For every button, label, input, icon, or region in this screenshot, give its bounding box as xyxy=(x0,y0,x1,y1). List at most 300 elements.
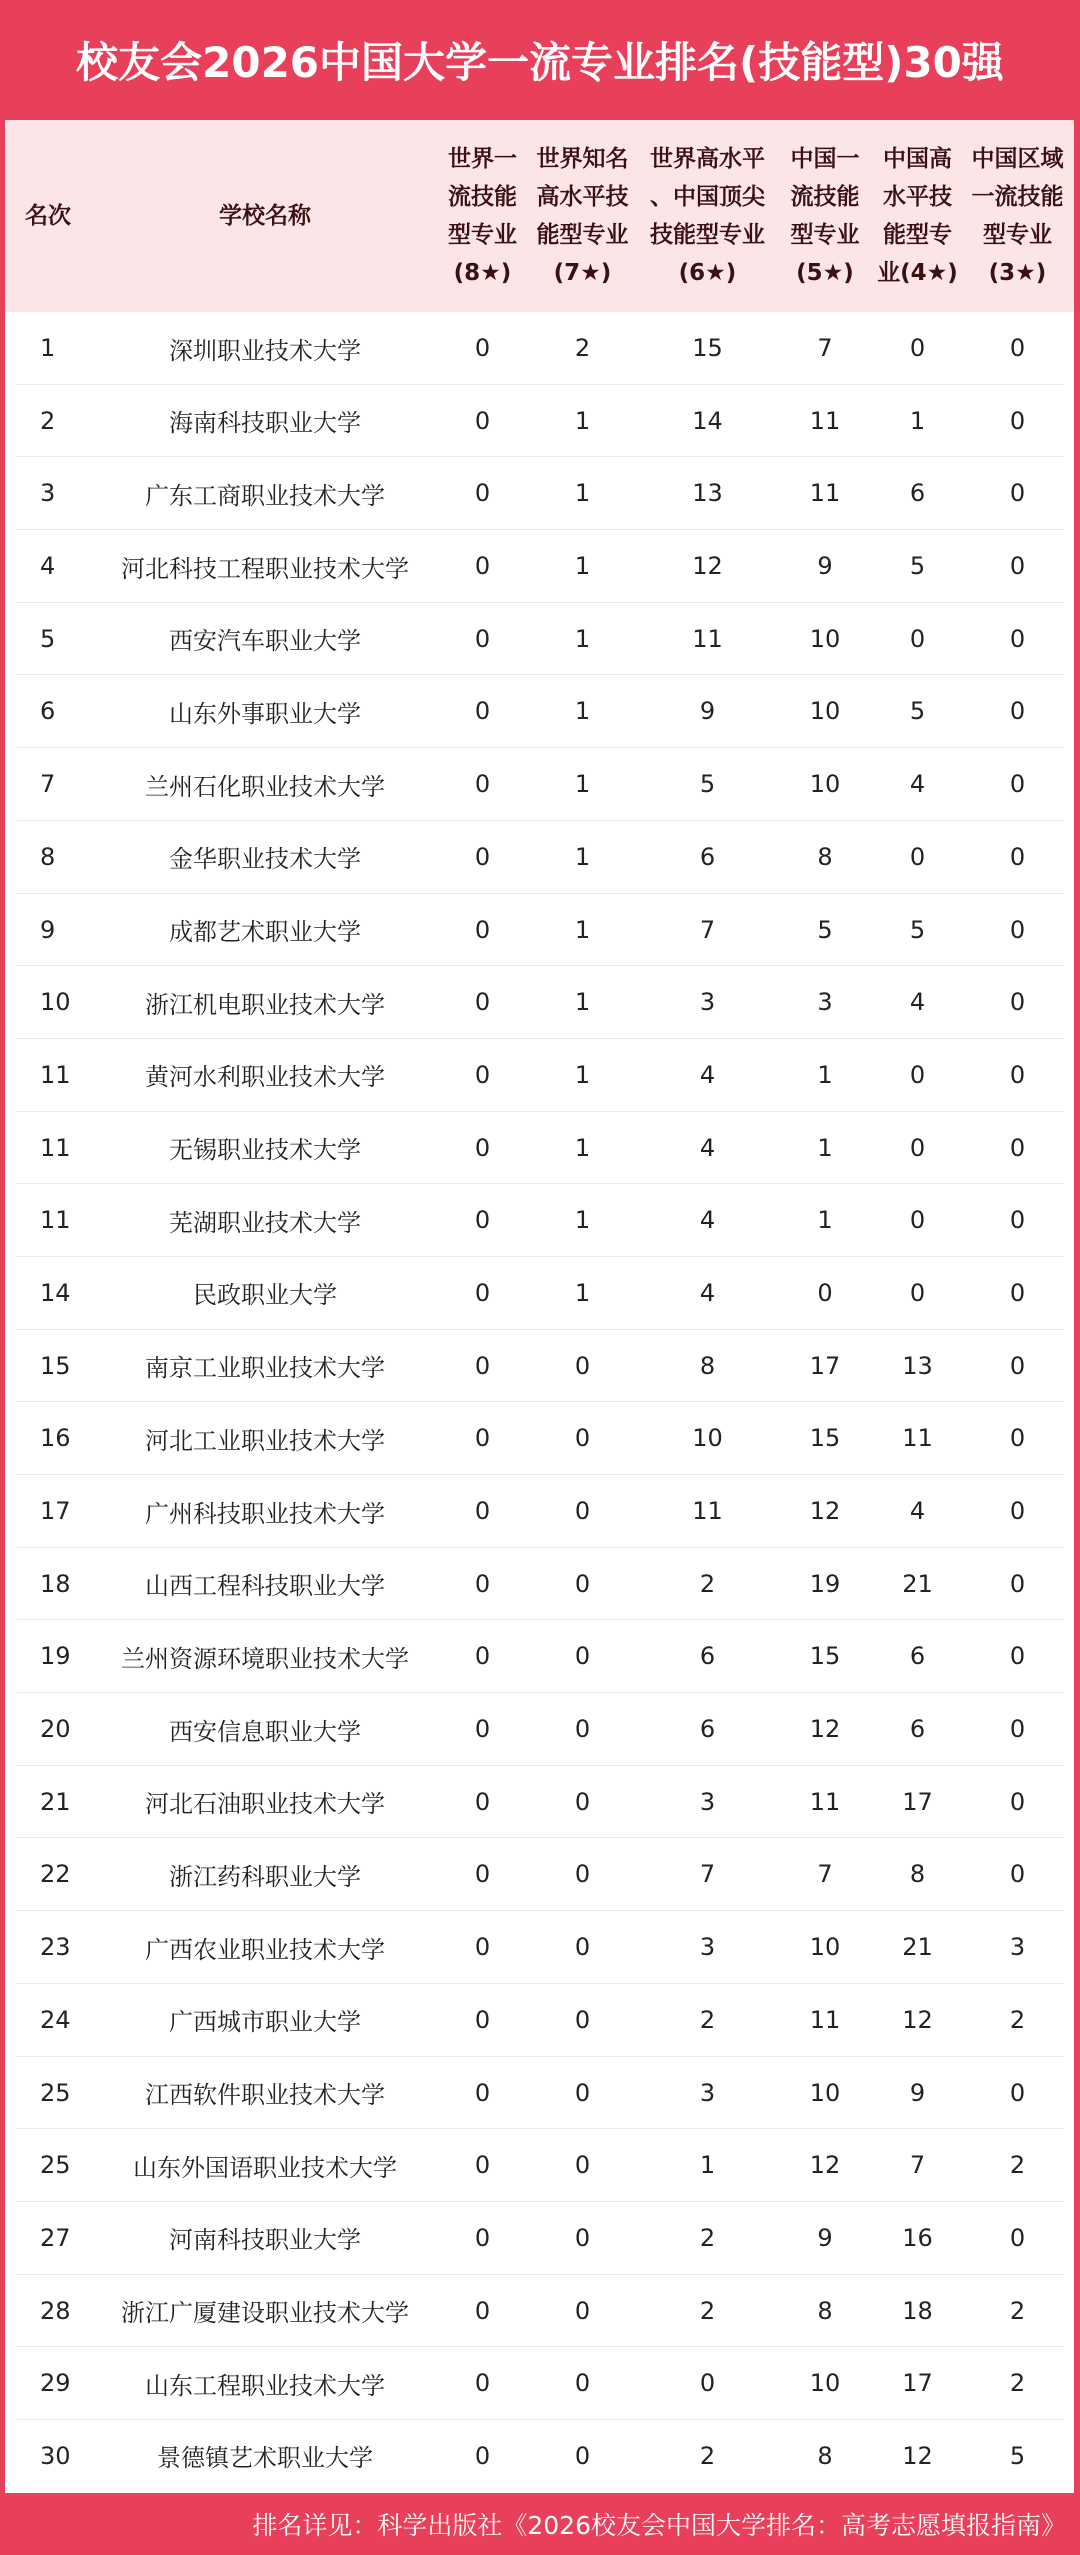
table-row xyxy=(15,675,1064,748)
cell-school-name: 海南科技职业大学 xyxy=(169,409,361,438)
cell-china-high-level: 6 xyxy=(909,1642,926,1671)
cell-school-name: 广州科技职业技术大学 xyxy=(145,1499,385,1528)
cell-china-regional: 0 xyxy=(1009,1351,1026,1380)
header-line: (8★) xyxy=(453,260,512,286)
table-row xyxy=(15,385,1064,458)
cell-china-first-class: 12 xyxy=(809,1715,841,1744)
cell-world-high-level: 10 xyxy=(692,1424,723,1453)
cell-china-first-class: 7 xyxy=(817,1860,833,1889)
table-row xyxy=(15,603,1064,676)
table-row xyxy=(15,2202,1064,2275)
cell-rank: 6 xyxy=(40,697,56,726)
cell-china-regional: 0 xyxy=(1009,1569,1026,1598)
header-line: (6★) xyxy=(678,260,737,286)
cell-china-regional: 0 xyxy=(1009,1206,1026,1235)
cell-world-first-class: 0 xyxy=(474,915,491,944)
cell-china-high-level: 0 xyxy=(909,624,926,653)
cell-china-first-class: 15 xyxy=(809,1642,841,1671)
cell-school-name: 西安汽车职业大学 xyxy=(169,627,361,656)
cell-world-first-class: 0 xyxy=(474,697,491,726)
cell-china-regional: 0 xyxy=(1009,1642,1026,1671)
header-line: 世界一 xyxy=(448,146,517,172)
table-row xyxy=(15,1984,1064,2057)
cell-world-renowned: 1 xyxy=(574,697,591,726)
cell-world-renowned: 0 xyxy=(574,1351,591,1380)
cell-world-first-class: 0 xyxy=(474,1497,491,1525)
cell-world-high-level: 9 xyxy=(699,697,716,726)
header-world-first-class xyxy=(435,120,530,312)
cell-rank: 7 xyxy=(40,770,56,799)
cell-rank: 5 xyxy=(40,624,56,653)
cell-world-high-level: 2 xyxy=(699,2223,716,2252)
cell-world-renowned: 0 xyxy=(574,1642,591,1671)
header-line: (7★) xyxy=(553,260,612,286)
cell-world-high-level: 4 xyxy=(699,1133,716,1162)
cell-world-first-class: 0 xyxy=(474,1569,491,1598)
table-row xyxy=(15,530,1064,603)
header-line: 中国高 xyxy=(883,146,952,172)
cell-world-renowned: 1 xyxy=(574,770,591,799)
cell-world-renowned: 0 xyxy=(574,2223,591,2252)
cell-china-regional: 0 xyxy=(1009,1787,1026,1816)
cell-china-first-class: 11 xyxy=(809,406,841,435)
cell-school-name: 成都艺术职业大学 xyxy=(169,918,361,946)
cell-school-name: 浙江药科职业大学 xyxy=(169,1862,361,1891)
cell-world-first-class: 0 xyxy=(474,770,491,799)
cell-china-high-level: 9 xyxy=(909,2078,926,2107)
cell-china-first-class: 10 xyxy=(809,770,841,799)
cell-china-high-level: 4 xyxy=(909,770,926,799)
header-line: 一流技能 xyxy=(971,184,1064,210)
header-line: 能型专 xyxy=(883,222,952,248)
cell-school-name: 黄河水利职业技术大学 xyxy=(145,1063,385,1092)
cell-world-first-class: 0 xyxy=(474,1860,491,1889)
cell-china-first-class: 8 xyxy=(817,842,833,871)
cell-china-regional: 0 xyxy=(1009,1424,1026,1453)
cell-china-first-class: 7 xyxy=(817,334,833,362)
table-row xyxy=(15,1911,1064,1984)
cell-school-name: 南京工业职业技术大学 xyxy=(145,1354,385,1383)
cell-china-high-level: 6 xyxy=(909,479,926,508)
cell-rank: 1 xyxy=(40,334,56,362)
table-row xyxy=(15,1475,1064,1548)
cell-world-renowned: 1 xyxy=(574,406,591,435)
cell-school-name: 广西城市职业大学 xyxy=(169,2008,361,2037)
cell-china-first-class: 8 xyxy=(817,2441,833,2470)
table-row xyxy=(15,1548,1064,1621)
cell-world-high-level: 2 xyxy=(699,1569,716,1598)
cell-world-high-level: 7 xyxy=(699,915,716,944)
cell-rank: 18 xyxy=(40,1569,71,1598)
header-school-name xyxy=(95,120,435,312)
table-row xyxy=(15,966,1064,1039)
cell-china-first-class: 5 xyxy=(817,915,833,944)
header-world-renowned xyxy=(530,120,635,312)
cell-world-first-class: 0 xyxy=(474,1424,491,1453)
cell-world-renowned: 0 xyxy=(574,2078,591,2107)
cell-china-regional: 0 xyxy=(1009,1060,1026,1089)
cell-school-name: 河北工业职业技术大学 xyxy=(145,1426,385,1455)
cell-world-renowned: 0 xyxy=(574,1933,591,1962)
table-row xyxy=(15,2057,1064,2130)
cell-world-first-class: 0 xyxy=(474,2005,491,2034)
cell-world-first-class: 0 xyxy=(474,2441,491,2470)
header-line: 世界知名 xyxy=(536,146,629,172)
cell-school-name: 山东外国语职业技术大学 xyxy=(133,2153,397,2182)
header-line: 型专业 xyxy=(790,222,860,248)
cell-world-high-level: 2 xyxy=(699,2441,716,2470)
cell-rank: 25 xyxy=(40,2078,71,2107)
cell-china-regional: 2 xyxy=(1009,2296,1026,2325)
cell-world-first-class: 0 xyxy=(474,406,491,435)
cell-rank: 20 xyxy=(40,1715,71,1744)
cell-world-high-level: 4 xyxy=(699,1206,716,1235)
cell-china-first-class: 1 xyxy=(817,1206,833,1235)
cell-china-regional: 0 xyxy=(1009,1860,1026,1889)
header-label: 学校名称 xyxy=(219,203,311,229)
header-line: 业(4★) xyxy=(877,260,958,286)
cell-china-first-class: 8 xyxy=(817,2296,833,2325)
table-row xyxy=(15,1330,1064,1403)
cell-china-first-class: 11 xyxy=(809,1787,841,1816)
cell-rank: 11 xyxy=(40,1060,71,1089)
cell-school-name: 景德镇艺术职业大学 xyxy=(157,2444,373,2473)
cell-china-high-level: 6 xyxy=(909,1715,926,1744)
cell-china-regional: 5 xyxy=(1009,2441,1026,2470)
cell-china-first-class: 10 xyxy=(809,697,841,726)
cell-world-renowned: 0 xyxy=(574,2369,591,2398)
cell-school-name: 河北石油职业技术大学 xyxy=(145,1790,385,1819)
cell-world-first-class: 0 xyxy=(474,1206,491,1235)
cell-world-high-level: 3 xyxy=(699,1933,716,1962)
cell-rank: 25 xyxy=(40,2151,71,2180)
cell-world-high-level: 12 xyxy=(692,552,723,581)
cell-china-regional: 2 xyxy=(1009,2151,1026,2180)
table-row xyxy=(15,1402,1064,1475)
cell-china-first-class: 11 xyxy=(809,2005,841,2034)
cell-china-regional: 0 xyxy=(1009,697,1026,726)
cell-world-first-class: 0 xyxy=(474,1787,491,1816)
cell-china-high-level: 12 xyxy=(902,2441,933,2470)
cell-school-name: 河北科技工程职业技术大学 xyxy=(121,554,409,583)
header-line: (3★) xyxy=(988,260,1047,286)
cell-china-regional: 0 xyxy=(1009,915,1026,944)
header-line: 能型专业 xyxy=(536,222,629,248)
cell-china-high-level: 11 xyxy=(902,1424,933,1453)
cell-school-name: 兰州石化职业技术大学 xyxy=(145,772,385,801)
cell-china-first-class: 1 xyxy=(817,1060,833,1089)
cell-china-high-level: 4 xyxy=(909,1497,926,1525)
cell-world-renowned: 0 xyxy=(574,1787,591,1816)
cell-world-renowned: 0 xyxy=(574,2441,591,2470)
cell-world-first-class: 0 xyxy=(474,1133,491,1162)
cell-rank: 11 xyxy=(40,1206,71,1235)
cell-china-high-level: 8 xyxy=(909,1860,926,1889)
cell-world-renowned: 1 xyxy=(574,988,591,1017)
cell-world-first-class: 0 xyxy=(474,842,491,871)
cell-rank: 10 xyxy=(40,988,71,1017)
header-line: 流技能 xyxy=(790,184,860,210)
cell-china-first-class: 9 xyxy=(817,552,833,581)
table-row xyxy=(15,1620,1064,1693)
cell-world-high-level: 6 xyxy=(699,1642,716,1671)
table-row xyxy=(15,1257,1064,1330)
cell-china-regional: 2 xyxy=(1009,2005,1026,2034)
cell-china-high-level: 1 xyxy=(909,406,926,435)
cell-world-high-level: 4 xyxy=(699,1278,716,1307)
cell-china-high-level: 18 xyxy=(902,2296,933,2325)
cell-world-renowned: 1 xyxy=(574,479,591,508)
cell-school-name: 江西软件职业技术大学 xyxy=(145,2081,385,2109)
cell-world-renowned: 0 xyxy=(574,1424,591,1453)
header-line: 型专业 xyxy=(983,222,1052,248)
cell-china-high-level: 5 xyxy=(909,552,926,581)
cell-china-high-level: 0 xyxy=(909,334,926,362)
cell-world-first-class: 0 xyxy=(474,624,491,653)
cell-china-first-class: 10 xyxy=(809,624,841,653)
cell-china-first-class: 1 xyxy=(817,1133,833,1162)
cell-china-regional: 0 xyxy=(1009,1715,1026,1744)
cell-school-name: 民政职业大学 xyxy=(193,1281,337,1310)
cell-china-high-level: 0 xyxy=(909,1060,926,1089)
table-row xyxy=(15,1766,1064,1839)
cell-school-name: 兰州资源环境职业技术大学 xyxy=(121,1644,409,1673)
cell-rank: 21 xyxy=(40,1787,71,1816)
cell-world-high-level: 1 xyxy=(699,2151,716,2180)
cell-school-name: 深圳职业技术大学 xyxy=(169,336,361,365)
cell-rank: 14 xyxy=(40,1278,71,1307)
cell-world-first-class: 0 xyxy=(474,479,491,508)
cell-school-name: 广东工商职业技术大学 xyxy=(145,481,385,510)
ranking-table xyxy=(5,120,1074,2493)
cell-world-high-level: 3 xyxy=(699,1787,716,1816)
cell-world-renowned: 2 xyxy=(574,334,591,362)
cell-world-high-level: 2 xyxy=(699,2296,716,2325)
cell-world-renowned: 1 xyxy=(574,842,591,871)
cell-china-high-level: 5 xyxy=(909,915,926,944)
cell-world-renowned: 0 xyxy=(574,1569,591,1598)
cell-china-high-level: 0 xyxy=(909,1206,926,1235)
cell-world-renowned: 0 xyxy=(574,2005,591,2034)
header-china-first-class xyxy=(780,120,870,312)
cell-rank: 2 xyxy=(40,406,56,435)
cell-china-regional: 0 xyxy=(1009,406,1026,435)
cell-china-regional: 0 xyxy=(1009,988,1026,1017)
cell-china-high-level: 17 xyxy=(902,2369,933,2398)
header-line: 流技能 xyxy=(448,184,517,210)
table-row xyxy=(15,821,1064,894)
cell-china-regional: 0 xyxy=(1009,479,1026,508)
cell-china-first-class: 15 xyxy=(809,1424,841,1453)
cell-china-high-level: 0 xyxy=(909,1278,926,1307)
header-line: 中国区域 xyxy=(971,146,1064,172)
cell-china-first-class: 12 xyxy=(809,2151,841,2180)
cell-world-renowned: 0 xyxy=(574,1860,591,1889)
cell-china-regional: 0 xyxy=(1009,334,1026,362)
cell-world-renowned: 1 xyxy=(574,1060,591,1089)
table-row xyxy=(15,2347,1064,2420)
cell-world-first-class: 0 xyxy=(474,1642,491,1671)
cell-china-first-class: 10 xyxy=(809,2078,841,2107)
cell-rank: 30 xyxy=(40,2441,71,2470)
cell-china-first-class: 10 xyxy=(809,1933,841,1962)
header-line: 高水平技 xyxy=(536,184,629,210)
header-line: 世界高水平 xyxy=(650,146,765,172)
cell-china-high-level: 21 xyxy=(902,1933,933,1962)
cell-world-first-class: 0 xyxy=(474,1715,491,1744)
cell-world-first-class: 0 xyxy=(474,1060,491,1089)
header-line: 中国一 xyxy=(790,146,860,172)
cell-rank: 19 xyxy=(40,1642,71,1671)
cell-china-regional: 0 xyxy=(1009,624,1026,653)
cell-school-name: 西安信息职业大学 xyxy=(169,1717,361,1746)
cell-china-regional: 0 xyxy=(1009,842,1026,871)
cell-world-high-level: 14 xyxy=(692,406,723,435)
cell-china-high-level: 21 xyxy=(902,1569,933,1598)
cell-china-first-class: 17 xyxy=(809,1351,841,1380)
cell-world-first-class: 0 xyxy=(474,2296,491,2325)
cell-world-first-class: 0 xyxy=(474,1933,491,1962)
cell-world-renowned: 1 xyxy=(574,1206,591,1235)
cell-china-high-level: 4 xyxy=(909,988,926,1017)
cell-rank: 4 xyxy=(40,552,56,581)
header-line: (5★) xyxy=(796,260,854,286)
cell-world-high-level: 11 xyxy=(692,624,723,653)
cell-rank: 3 xyxy=(40,479,56,508)
header-line: 技能型专业 xyxy=(650,222,765,248)
table-row xyxy=(15,2275,1064,2348)
cell-world-high-level: 6 xyxy=(699,1715,716,1744)
cell-china-high-level: 12 xyxy=(902,2005,933,2034)
cell-china-regional: 0 xyxy=(1009,552,1026,581)
cell-rank: 17 xyxy=(40,1497,71,1525)
cell-rank: 28 xyxy=(40,2296,71,2325)
cell-school-name: 无锡职业技术大学 xyxy=(169,1136,361,1165)
cell-school-name: 山东工程职业技术大学 xyxy=(145,2371,385,2400)
cell-school-name: 浙江广厦建设职业技术大学 xyxy=(121,2299,409,2328)
cell-world-renowned: 1 xyxy=(574,1133,591,1162)
cell-world-high-level: 8 xyxy=(699,1351,716,1380)
cell-china-regional: 0 xyxy=(1009,2078,1026,2107)
table-row xyxy=(15,748,1064,821)
cell-china-first-class: 10 xyxy=(809,2369,841,2398)
cell-world-high-level: 3 xyxy=(699,988,716,1017)
cell-world-first-class: 0 xyxy=(474,2369,491,2398)
cell-rank: 24 xyxy=(40,2005,71,2034)
cell-world-high-level: 5 xyxy=(699,770,716,799)
cell-rank: 11 xyxy=(40,1133,71,1162)
cell-china-regional: 0 xyxy=(1009,1278,1026,1307)
table-row xyxy=(15,2129,1064,2202)
header-line: 型专业 xyxy=(448,222,517,248)
cell-china-high-level: 16 xyxy=(902,2223,933,2252)
cell-china-first-class: 19 xyxy=(809,1569,841,1598)
cell-world-renowned: 0 xyxy=(574,1715,591,1744)
cell-world-renowned: 0 xyxy=(574,1497,591,1525)
header-rank xyxy=(15,120,95,312)
cell-world-renowned: 0 xyxy=(574,2151,591,2180)
table-header xyxy=(5,120,1074,312)
cell-rank: 8 xyxy=(40,842,56,871)
cell-world-high-level: 15 xyxy=(692,334,723,362)
table-row xyxy=(15,457,1064,530)
cell-world-high-level: 13 xyxy=(692,479,723,508)
cell-world-high-level: 2 xyxy=(699,2005,716,2034)
cell-school-name: 浙江机电职业技术大学 xyxy=(145,990,385,1019)
cell-rank: 29 xyxy=(40,2369,71,2398)
cell-china-regional: 3 xyxy=(1009,1933,1026,1962)
cell-china-first-class: 3 xyxy=(817,988,833,1017)
cell-world-high-level: 0 xyxy=(699,2369,716,2398)
cell-school-name: 广西农业职业技术大学 xyxy=(145,1935,385,1964)
cell-china-high-level: 7 xyxy=(909,2151,926,2180)
cell-china-regional: 0 xyxy=(1009,2223,1026,2252)
cell-china-regional: 0 xyxy=(1009,1497,1026,1525)
cell-world-first-class: 0 xyxy=(474,1351,491,1380)
page-title: 校友会2026中国大学一流专业排名(技能型)30强 xyxy=(76,38,1004,87)
cell-world-high-level: 6 xyxy=(699,842,716,871)
table-row xyxy=(15,1693,1064,1766)
cell-school-name: 芜湖职业技术大学 xyxy=(169,1208,361,1237)
cell-rank: 22 xyxy=(40,1860,71,1889)
cell-china-regional: 0 xyxy=(1009,1133,1026,1162)
header-label: 名次 xyxy=(25,203,71,229)
cell-world-first-class: 0 xyxy=(474,552,491,581)
cell-world-renowned: 1 xyxy=(574,1278,591,1307)
cell-world-high-level: 11 xyxy=(692,1497,723,1525)
cell-school-name: 河南科技职业大学 xyxy=(169,2226,361,2255)
table-row xyxy=(15,1838,1064,1911)
header-china-regional xyxy=(965,120,1070,312)
cell-china-first-class: 12 xyxy=(809,1497,841,1525)
cell-rank: 15 xyxy=(40,1351,71,1380)
cell-china-regional: 2 xyxy=(1009,2369,1026,2398)
cell-rank: 23 xyxy=(40,1933,71,1962)
table-row xyxy=(15,894,1064,967)
cell-world-renowned: 1 xyxy=(574,624,591,653)
header-world-high-level xyxy=(635,120,780,312)
cell-china-high-level: 13 xyxy=(902,1351,933,1380)
cell-world-high-level: 4 xyxy=(699,1060,716,1089)
cell-rank: 27 xyxy=(40,2223,71,2252)
table-row xyxy=(15,312,1064,385)
cell-china-first-class: 0 xyxy=(817,1278,833,1307)
cell-world-renowned: 1 xyxy=(574,915,591,944)
header-china-high-level xyxy=(870,120,965,312)
cell-world-high-level: 7 xyxy=(699,1860,716,1889)
cell-world-first-class: 0 xyxy=(474,2078,491,2107)
cell-school-name: 山东外事职业大学 xyxy=(169,699,361,728)
cell-rank: 9 xyxy=(40,915,56,944)
cell-china-first-class: 9 xyxy=(817,2223,833,2252)
cell-rank: 16 xyxy=(40,1424,71,1453)
cell-world-renowned: 1 xyxy=(574,552,591,581)
cell-china-high-level: 0 xyxy=(909,1133,926,1162)
cell-world-high-level: 3 xyxy=(699,2078,716,2107)
cell-world-first-class: 0 xyxy=(474,334,491,362)
table-row xyxy=(15,2420,1064,2493)
cell-school-name: 山西工程科技职业大学 xyxy=(145,1572,385,1601)
header-line: 水平技 xyxy=(883,184,952,210)
table-row xyxy=(15,1184,1064,1257)
table-body xyxy=(5,312,1074,2493)
header-line: 、中国顶尖 xyxy=(650,184,765,210)
cell-school-name: 金华职业技术大学 xyxy=(169,845,361,874)
cell-world-first-class: 0 xyxy=(474,2223,491,2252)
cell-world-renowned: 0 xyxy=(574,2296,591,2325)
cell-china-high-level: 17 xyxy=(902,1787,933,1816)
cell-china-high-level: 5 xyxy=(909,697,926,726)
